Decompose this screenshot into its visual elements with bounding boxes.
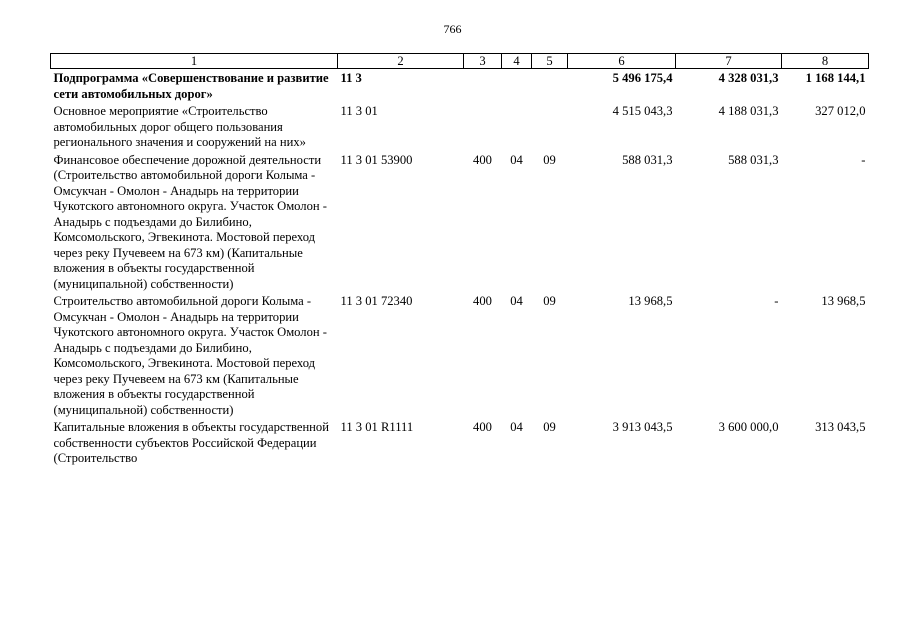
row-section-cell: 04 [510, 152, 523, 167]
table-row [51, 69, 869, 105]
column-header: 6 [568, 54, 676, 69]
column-header: 5 [532, 54, 568, 69]
row-expense-type-cell [464, 69, 502, 105]
row-expense-type-cell [464, 104, 502, 153]
row-section-cell: 04 [510, 420, 523, 434]
row-expense-type-cell: 400 [473, 420, 492, 434]
row-subsection-cell: 09 [543, 420, 556, 434]
table-row [51, 153, 869, 295]
column-header: 3 [464, 54, 502, 69]
table-row [51, 294, 869, 420]
row-amount-regional-cell: 1 168 144,1 [805, 71, 866, 85]
row-name-cell: Строительство автомобильной дороги Колыма - Омсукчан - Омолон - Анадырь на территории Чукотского автономного округа. Участок Омолон - Анадырь с подъездами до Билибино, Комсомольского, Эгвекинота. Мостовой переход через реку Пучевеем на 673 км (Капитальные вложения в объекты государственной (муниципальной) собственности) [53, 294, 327, 417]
row-section-cell [502, 69, 532, 105]
column-header: 2 [338, 54, 464, 69]
row-name-cell: Финансовое обеспечение дорожной деятельности (Строительство автомобильной дороги Колыма - Омсукчан - Омолон - Анадырь на территории Чукотского автономного округа. Участок Омолон - Анадырь с подъездами до Билибино, Комсомольского, Эгвекинота. Мостовой переход через реку Пучевеем на 673 км) (Капитальные вложения в объекты государственной (муниципальной) собственности) [53, 152, 327, 291]
row-expense-type-cell: 400 [473, 294, 492, 308]
row-code-cell: 11 3 [340, 71, 362, 85]
row-amount-total-cell: 3 913 043,5 [612, 420, 673, 434]
row-amount-regional-cell: - [861, 152, 866, 167]
row-amount-federal-cell: 4 188 031,3 [718, 104, 779, 118]
row-subsection-cell: 09 [543, 294, 556, 308]
row-amount-federal-cell: 4 328 031,3 [718, 71, 779, 85]
budget-table [50, 53, 869, 469]
row-name-cell: Капитальные вложения в объекты государственной собственности субъектов Российской Федерации (Строительство [53, 420, 329, 465]
row-amount-total-cell: 13 968,5 [628, 294, 673, 308]
row-amount-total-cell: 4 515 043,3 [612, 104, 673, 118]
row-subsection-cell: 09 [543, 152, 556, 167]
row-section-cell: 04 [510, 294, 523, 308]
row-amount-federal-cell: - [774, 294, 779, 308]
row-name-cell: Подпрограмма «Совершенствование и развитие сети автомобильных дорог» [53, 71, 329, 101]
row-code-cell: 11 3 01 R1111 [340, 420, 414, 434]
row-name-cell: Основное мероприятие «Строительство автомобильных дорог общего пользования регионального значения и сооружений на них» [53, 104, 306, 149]
row-code-cell: 11 3 01 53900 [340, 152, 413, 167]
row-amount-total-cell: 5 496 175,4 [612, 71, 673, 85]
column-header: 4 [502, 54, 532, 69]
column-header: 8 [782, 54, 869, 69]
column-header: 1 [51, 54, 338, 69]
row-section-cell [502, 104, 532, 153]
column-header: 7 [676, 54, 782, 69]
row-subsection-cell [532, 104, 568, 153]
table-header-row [51, 54, 869, 69]
table-body [51, 69, 869, 469]
row-amount-federal-cell: 588 031,3 [728, 152, 779, 167]
row-code-cell: 11 3 01 [340, 104, 378, 118]
row-expense-type-cell: 400 [473, 152, 492, 167]
page-number: 766 [443, 22, 462, 36]
table-row [51, 420, 869, 469]
row-subsection-cell [532, 69, 568, 105]
table-row [51, 104, 869, 153]
row-amount-regional-cell: 327 012,0 [815, 104, 866, 118]
row-amount-regional-cell: 313 043,5 [815, 420, 866, 434]
row-code-cell: 11 3 01 72340 [340, 294, 413, 308]
row-amount-regional-cell: 13 968,5 [821, 294, 866, 308]
row-amount-total-cell: 588 031,3 [622, 152, 673, 167]
row-amount-federal-cell: 3 600 000,0 [718, 420, 779, 434]
